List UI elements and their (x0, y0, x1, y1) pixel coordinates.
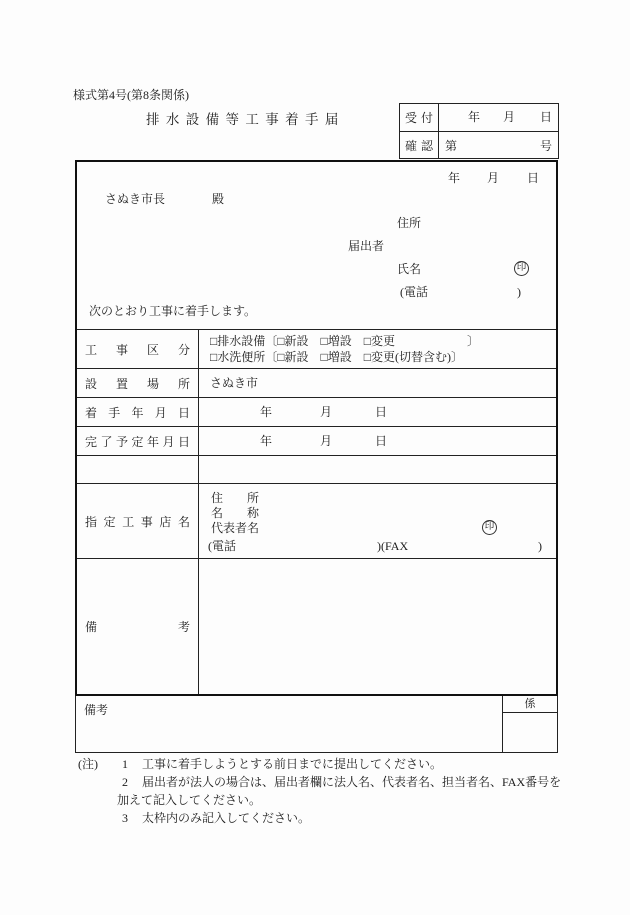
work-category-label-cell (77, 330, 199, 368)
seal-character: 印 (516, 262, 527, 273)
staff-entry-cell (503, 713, 557, 752)
confirm-label: 確 認 (405, 138, 433, 153)
note-2-number: 2 (122, 775, 128, 789)
completion-date-row (77, 426, 556, 455)
office-remarks-cell (76, 696, 502, 752)
contractor-phone-label: (電話 (208, 539, 236, 553)
contractor-address-label: 住 所 (211, 491, 260, 505)
contractor-row (77, 483, 556, 558)
notes-heading: (注) (78, 757, 98, 771)
start-year-label: 年 (260, 405, 273, 419)
document-title: 排 水 設 備 等 工 事 着 手 届 (146, 112, 340, 127)
receipt-stamp-table (399, 103, 559, 159)
office-remarks-label: 備考 (84, 703, 109, 717)
contractor-label-cell (77, 484, 199, 558)
note-3-text: 太枠内のみ記入してください。 (142, 811, 311, 825)
blank-label-cell (77, 456, 199, 483)
remarks-label-cell (77, 559, 199, 694)
completion-year-label: 年 (260, 434, 273, 448)
completion-date-label-cell (77, 427, 199, 455)
note-3-number: 3 (122, 811, 128, 825)
seal-icon (514, 261, 529, 276)
receipt-label-cell (400, 104, 439, 131)
remarks-value-cell (199, 559, 556, 694)
form-number: 様式第4号(第8条関係) (73, 88, 189, 102)
completion-month-label: 月 (320, 434, 333, 448)
work-category-row (77, 329, 556, 368)
location-label: 設 置 場 所 (85, 376, 190, 391)
start-date-label: 着 手 年 月 日 (85, 405, 190, 420)
drainage-checkbox-line: □排水設備〔□新設 □増設 □変更 〕 (210, 334, 479, 348)
start-date-value-cell (199, 398, 556, 426)
contractor-fax-close-paren: ) (538, 539, 542, 553)
contractor-label: 指 定 工 事 店 名 (85, 514, 190, 529)
staff-label: 係 (524, 698, 536, 710)
contractor-seal-icon (482, 520, 497, 535)
receipt-day-label: 日 (540, 110, 553, 124)
receipt-year-label: 年 (468, 110, 481, 124)
contractor-seal-character: 印 (484, 521, 495, 532)
contractor-fax-label: )(FAX (377, 539, 409, 553)
confirm-number-cell (439, 131, 558, 158)
note-1-text: 工事に着手しようとする前日までに提出してください。 (142, 757, 443, 771)
start-date-row (77, 397, 556, 426)
note-2-text: 届出者が法人の場合は、届出者欄に法人名、代表者名、担当者名、FAX番号を (142, 775, 562, 789)
completion-date-label: 完 了 予 定 年 月 日 (85, 434, 190, 449)
receipt-label: 受 付 (405, 111, 433, 125)
address-label: 住所 (397, 216, 422, 230)
remarks-row (77, 558, 556, 694)
note-2-continuation-text: 加えて記入してください。 (117, 793, 262, 807)
office-use-table (75, 696, 558, 753)
location-row (77, 368, 556, 397)
contractor-value-cell (199, 484, 556, 558)
date-day-label: 日 (527, 171, 540, 185)
location-value-cell (199, 369, 556, 397)
name-label: 氏名 (397, 262, 422, 276)
receipt-date-cell (439, 104, 558, 131)
honorific-label: 殿 (212, 192, 225, 206)
staff-label-cell (503, 696, 557, 713)
confirm-number-prefix: 第 (445, 138, 458, 153)
blank-row (77, 455, 556, 483)
detail-table (77, 329, 556, 694)
receipt-month-label: 月 (503, 110, 516, 124)
staff-column (502, 696, 557, 752)
phone-close-paren: ) (517, 285, 521, 299)
remarks-label: 備 考 (85, 620, 190, 634)
completion-date-value-cell (199, 427, 556, 455)
location-label-cell (77, 369, 199, 397)
note-1-number: 1 (122, 757, 128, 771)
declaration-text: 次のとおり工事に着手します。 (89, 304, 257, 318)
location-value: さぬき市 (210, 376, 259, 390)
contractor-representative-label: 代表者名 (211, 521, 260, 535)
date-month-label: 月 (487, 171, 500, 185)
phone-label: (電話 (400, 285, 428, 299)
date-year-label: 年 (448, 171, 461, 185)
start-month-label: 月 (320, 405, 333, 419)
work-category-value-cell (199, 330, 556, 368)
start-day-label: 日 (375, 405, 388, 419)
completion-day-label: 日 (375, 434, 388, 448)
mayor-name: さぬき市長 (105, 192, 166, 206)
start-date-label-cell (77, 398, 199, 426)
confirm-label-cell (400, 131, 439, 158)
confirm-number-suffix: 号 (539, 138, 552, 153)
main-form-box (75, 160, 558, 696)
work-category-label: 工 事 区 分 (85, 342, 190, 357)
notifier-label: 届出者 (348, 239, 385, 253)
contractor-name-label: 名 称 (211, 506, 260, 520)
toilet-checkbox-line: □水洗便所〔□新設 □増設 □変更(切替含む)〕 (210, 350, 463, 364)
blank-value-cell (199, 456, 556, 483)
